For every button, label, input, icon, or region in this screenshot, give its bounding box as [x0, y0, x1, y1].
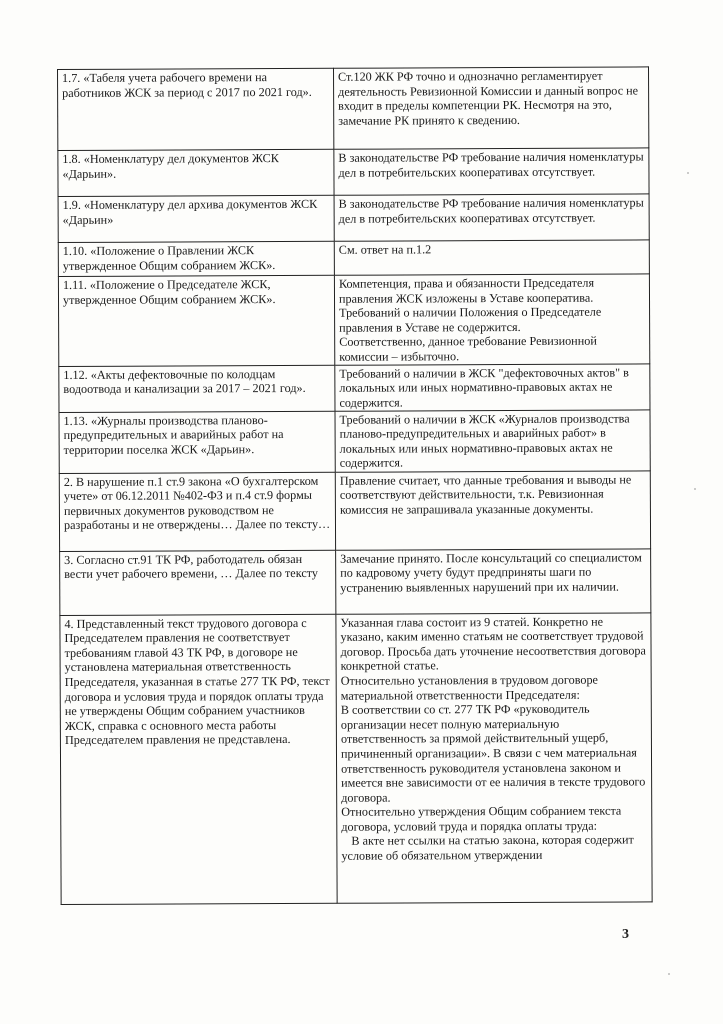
response-cell: [334, 148, 649, 195]
response-paragraph: Замечание принято. После консультаций со специалистом по кадровому учету будут предприняты шаги по устранению выявленных нарушений при их наличии.: [340, 550, 642, 595]
table-row: [58, 148, 649, 197]
response-paragraph: Ст.120 ЖК РФ точно и однозначно регламентирует деятельность Ревизионной Комиссии и данный вопрос не входит в пределы компетенции РК. Несмотря на это, замечание РК принято к сведению.: [338, 68, 639, 128]
response-table: [57, 66, 653, 904]
response-paragraph: Относительно установления в трудовом договоре материальной ответственности Председателя:: [340, 672, 598, 703]
table-row: [60, 548, 651, 615]
remark-cell: 2. В нарушение п.1 ст.9 закона «О бухгалтерском учете» от 06.12.2011 №402-ФЗ и п.4 ст.9 формы первичных документов руководством не разработаны и не отверждены… Далее по тексту…: [59, 472, 335, 551]
response-cell: [335, 409, 650, 471]
remark-cell: 4. Представленный текст трудового договора с Председателем правления не соответствует требованиям главой 43 ТК РФ, в договоре не установлена материальная ответственность Председателя, указанная в статье 277 ТК РФ, текст договора и условия труда и порядок оплаты труда не утверждены Общим собранием участников ЖСК, справка с основного места работы Председателем правления не представлена.: [60, 614, 337, 904]
response-cell: [334, 240, 649, 275]
remark-cell: 1.7. «Табеля учета рабочего времени на работников ЖСК за период с 2017 по 2021 год».: [58, 68, 334, 150]
response-paragraph: Компетенция, права и обязанности Председателя правления ЖСК изложены в Уставе кооператива. Требований о наличии Положения о Председателе правления в Уставе не содержится.: [338, 275, 602, 335]
table-row: [58, 67, 649, 151]
remark-cell: 3. Согласно ст.91 ТК РФ, работодатель обязан вести учет рабочего времени, … Далее по тексту: [60, 550, 336, 615]
response-paragraph: Требований о наличии в ЖСК «Журналов производства планово-предупредительных и аварийных работ» в локальных или иных нормативно-правовых актах не содержится.: [339, 411, 630, 471]
table-row: [58, 194, 649, 243]
response-paragraph: В соответствии со ст. 277 ТК РФ «руководитель организации несет полную материальную ответственность за прямой действительный ущерб, причиненный организации». В связи с чем материальная ответственность руководителя установлена законом и имеется вне зависимости от ее наличия в тексте трудового договора.: [340, 701, 646, 805]
response-paragraph: Требований о наличии в ЖСК "дефектовочных актов" в локальных или иных нормативно-правовых актах не содержится.: [339, 365, 629, 410]
response-paragraph: В законодательстве РФ требование наличия номенклатуры дел в потребительских кооперативах отсутствует.: [338, 195, 644, 226]
response-cell: [334, 274, 649, 365]
response-cell: [336, 612, 652, 902]
response-paragraph: В акте нет ссылки на статью закона, которая содержит условие об обязательном утверждении: [341, 832, 634, 863]
response-paragraph: Соответственно, данное требование Ревизионной комиссии – избыточно.: [339, 334, 597, 364]
table-row: [59, 363, 650, 412]
response-cell: [334, 194, 649, 241]
page-number: 3: [622, 927, 629, 942]
remark-cell: 1.12. «Акты дефектовочные по колодцам водоотвода и канализации за 2017 – 2021 год».: [59, 365, 335, 412]
table-row: [58, 240, 649, 277]
table-row: [59, 409, 650, 473]
remark-cell: 1.8. «Номенклатуру дел документов ЖСК «Дарьин».: [58, 149, 334, 196]
response-paragraph: Относительно утверждения Общим собранием текста договора, условий труда и порядка оплаты труда:: [341, 803, 622, 834]
response-paragraph: Указанная глава состоит из 9 статей. Конкретно не указано, каким именно статьям не соответствует трудовой договор. Просьба дать уточнение несоответствия договора конкретной статье.: [340, 614, 646, 674]
response-cell: [335, 363, 650, 410]
response-paragraph: В законодательстве РФ требование наличия номенклатуры дел в потребительских кооперативах отсутствует.: [338, 149, 644, 180]
response-cell: [336, 548, 651, 613]
table-row: [59, 470, 650, 551]
table-row: [58, 274, 649, 366]
response-paragraph: Правление считает, что данные требования и выводы не соответствуют действительности, т.к. Ревизионная комиссия не запрашивала указанные документы.: [339, 472, 632, 517]
remark-cell: 1.13. «Журналы производства планово-предупредительных и аварийных работ на территории поселка ЖСК «Дарьин».: [59, 411, 335, 473]
remark-cell: 1.9. «Номенклатуру дел архива документов ЖСК «Дарьин»: [58, 195, 334, 242]
response-cell: [335, 470, 650, 549]
remark-cell: 1.11. «Положение о Председателе ЖСК, утвержденное Общим собранием ЖСК».: [58, 275, 334, 366]
response-paragraph: См. ответ на п.1.2: [338, 242, 432, 257]
remark-cell: 1.10. «Положение о Правлении ЖСК утвержденное Общим собранием ЖСК».: [58, 241, 334, 276]
table-row: [60, 612, 652, 904]
response-cell: [333, 67, 648, 149]
